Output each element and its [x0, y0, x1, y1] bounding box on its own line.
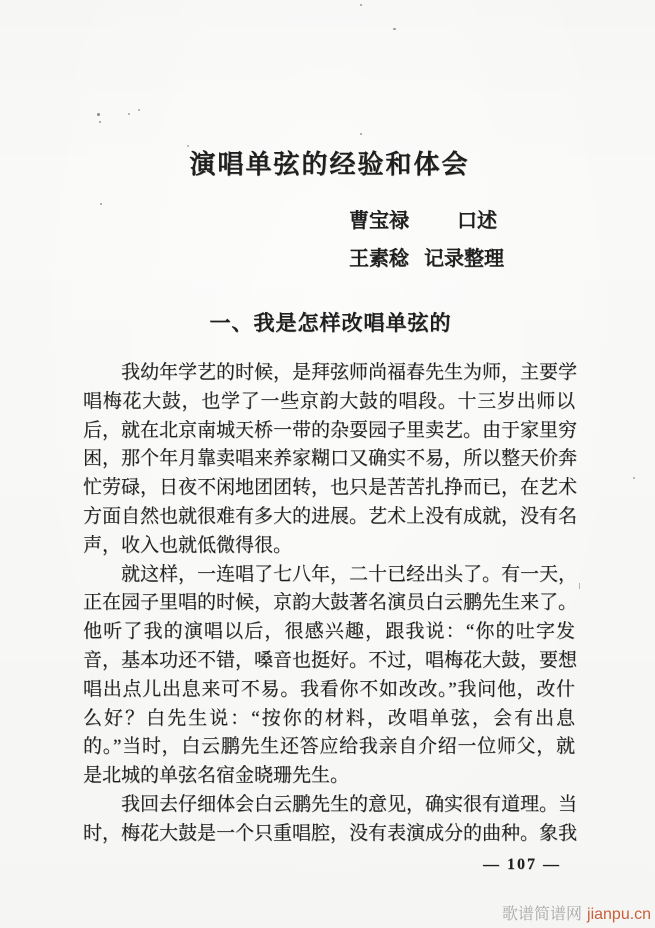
scan-noise-speck	[187, 145, 189, 147]
body-line: 我回去仔细体会白云鹏先生的意见，确实很有道理。当	[121, 793, 578, 815]
body-line: 时，梅花大鼓是一个只重唱腔，没有表演成分的曲种。象我	[83, 822, 578, 844]
scan-noise-speck	[360, 133, 362, 135]
scan-noise-speck	[138, 109, 140, 111]
watermark-site-name: 歌谱简谱网	[502, 906, 583, 923]
body-line: 声，收入也就低微得很。	[83, 534, 293, 556]
watermark-site-url: jianpu.cn	[587, 906, 652, 923]
narrator-name: 曹宝禄	[349, 210, 409, 232]
body-line: 正在园子里唱的时候，京韵大鼓著名演员白云鹏先生来了。	[83, 592, 578, 614]
body-line: 我幼年学艺的时候，是拜弦师尚福春先生为师，主要学	[121, 362, 578, 383]
scan-noise-speck	[100, 203, 102, 205]
body-text	[83, 359, 578, 849]
watermark	[502, 901, 651, 924]
scan-noise-speck	[99, 121, 101, 123]
body-line: 么好？白先生说：“按你的材料，改唱单弦，会有出息	[83, 707, 575, 729]
body-line: 的。”当时，白云鹏先生还答应给我亲自介绍一位师父，就	[83, 736, 575, 758]
recorder-name: 王素稔	[349, 248, 409, 270]
section-heading: 一、我是怎样改唱单弦的	[209, 311, 452, 335]
body-line: 唱梅花大鼓，也学了一些京韵大鼓的唱段。十三岁出师以	[83, 390, 575, 412]
scan-noise-speck	[360, 4, 362, 6]
body-line: 是北城的单弦名宿金晓珊先生。	[83, 765, 350, 787]
attribution-narrator-line	[349, 209, 504, 247]
article-title: 演唱单弦的经验和体会	[189, 150, 470, 179]
scan-noise-speck	[128, 113, 130, 115]
scan-noise-speck	[97, 113, 100, 116]
body-line: 他听了我的演唱以后，很感兴趣，跟我说：“你的吐字发	[83, 621, 575, 643]
recorder-role: 记录整理	[424, 248, 504, 270]
scan-noise-speck	[393, 28, 396, 30]
body-line: 困，那个年月靠卖唱来养家糊口又确实不易，所以整天价奔	[83, 448, 578, 470]
scan-noise-speck	[633, 477, 635, 479]
narrator-role: 口述	[457, 210, 497, 232]
body-line: 方面自然也就很难有多大的进展。艺术上没有成就，没有名	[83, 505, 578, 527]
body-line: 后，就在北京南城天桥一带的杂耍园子里卖艺。由于家里穷	[83, 419, 578, 441]
attribution-block	[349, 209, 504, 285]
body-line: 音，基本功还不错，嗓音也挺好。不过，唱梅花大鼓，要想	[83, 649, 578, 671]
body-line: 忙劳碌，日夜不闲地团团转，也只是苦苦扎挣而已，在艺术	[83, 477, 578, 499]
body-line: 唱出点儿出息来可不易。我看你不如改改。”我问他，改什	[83, 678, 575, 700]
page-number: — 107 —	[483, 856, 561, 873]
body-line: 就这样，一连唱了七八年，二十已经出头了。有一天，	[121, 563, 578, 585]
attribution-recorder-line	[349, 247, 504, 285]
scan-noise-speck	[579, 583, 580, 589]
